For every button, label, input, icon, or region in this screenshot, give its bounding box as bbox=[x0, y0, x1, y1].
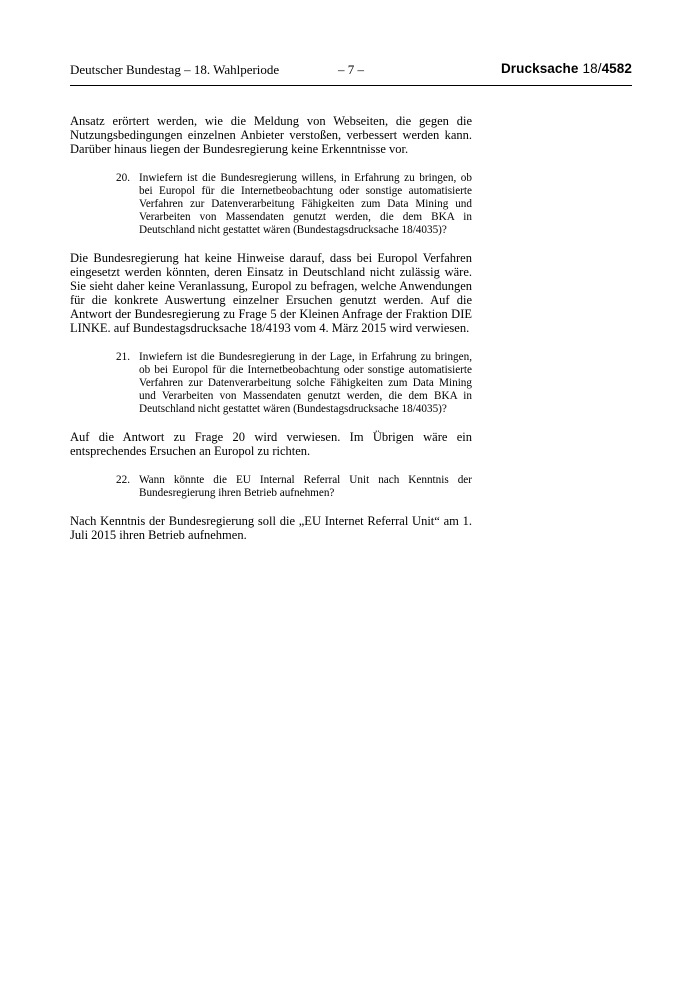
question-21 bbox=[116, 351, 472, 416]
drucksache-number: 4582 bbox=[601, 61, 632, 76]
question-20 bbox=[116, 172, 472, 237]
question-text: Inwiefern ist die Bundesregierung willens, in Erfahrung zu bringen, ob bei Europol für die Internetbeobachtung oder sonstige automatisierte Verfahren zur Datenverarbeitung Fähigkeiten zum Data Mining und Verarbeiten von Massendaten genutzt werden, die dem BKA in Deutschland nicht gestattet wären (Bundestagsdrucksache 18/4035)? bbox=[139, 172, 472, 236]
document-body bbox=[70, 114, 472, 542]
question-number: 20. bbox=[116, 172, 130, 184]
answer-paragraph: Die Bundesregierung hat keine Hinweise darauf, dass bei Europol Verfahren eingesetzt werden könnten, deren Einsatz in Deutschland nicht zulässig wäre. Sie sieht daher keine Veranlassung, Europol zu befragen, welche Anwendungen für die konkrete Auswertung einzelner Ersuchen genutzt werden. Auf die Antwort der Bundesregierung zu Frage 5 der Kleinen Anfrage der Fraktion DIE LINKE. auf Bundestagsdrucksache 18/4193 vom 4. März 2015 wird verwiesen. bbox=[70, 251, 472, 335]
answer-paragraph: Ansatz erörtert werden, wie die Meldung von Webseiten, die gegen die Nutzungsbedingungen einzelnen Anbieter verstoßen, verbessert werden kann. Darüber hinaus liegen der Bundesregierung keine Erkenntnisse vor. bbox=[70, 114, 472, 156]
header-publication-title: Deutscher Bundestag – 18. Wahlperiode bbox=[70, 62, 280, 77]
header-drucksache bbox=[501, 61, 632, 77]
question-number: 22. bbox=[116, 474, 130, 486]
answer-paragraph: Auf die Antwort zu Frage 20 wird verwiesen. Im Übrigen wäre ein entsprechendes Ersuchen an Europol zu richten. bbox=[70, 430, 472, 458]
header-page-number: – 7 – bbox=[338, 62, 364, 77]
question-text: Inwiefern ist die Bundesregierung in der Lage, in Erfahrung zu bringen, ob bei Europol für die Internetbeobachtung oder sonstige automatisierte Verfahren zur Datenverarbeitung solche Fähigkeiten zum Data Mining und Verarbeiten von Massendaten genutzt werden, die dem BKA in Deutschland nicht gestattet wären (Bundestagsdrucksache 18/4035)? bbox=[139, 351, 472, 415]
page-header bbox=[70, 62, 632, 80]
answer-paragraph: Nach Kenntnis der Bundesregierung soll die „EU Internet Referral Unit“ am 1. Juli 2015 ihren Betrieb aufnehmen. bbox=[70, 514, 472, 542]
header-rule bbox=[70, 85, 632, 86]
drucksache-label: Drucksache bbox=[500, 61, 579, 76]
question-text: Wann könnte die EU Internal Referral Unit nach Kenntnis der Bundesregierung ihren Betrieb aufnehmen? bbox=[139, 474, 472, 499]
drucksache-number-prefix: 18/ bbox=[582, 61, 602, 76]
question-22 bbox=[116, 474, 472, 500]
question-number: 21. bbox=[116, 351, 130, 363]
